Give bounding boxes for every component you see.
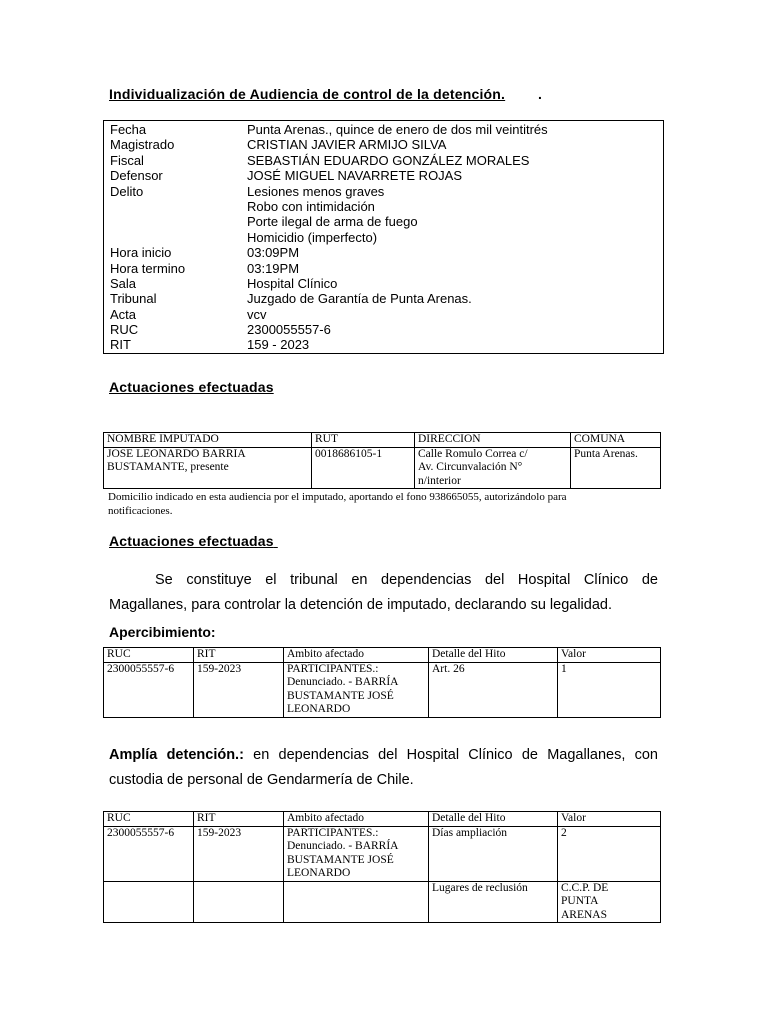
valor-line: ARENAS [561, 908, 608, 921]
field-label: Tribunal [110, 291, 157, 307]
field-label: Defensor [110, 168, 163, 184]
ambito-line: LEONARDO [287, 703, 351, 715]
table-row [104, 662, 661, 717]
actuaciones-heading: Actuaciones efectuadas [109, 379, 274, 395]
paragraph-line-text: Se constituye el tribunal en dependencias del Hospital Clínico de [155, 572, 658, 588]
field-label: Delito [110, 183, 144, 199]
detalle-cell: Días ampliación [429, 826, 558, 881]
document-title: Individualización de Audiencia de control de la detención. [109, 86, 506, 102]
header-cell: DIRECCION [415, 433, 571, 448]
field-value: vcv [247, 306, 267, 322]
field-value: Juzgado de Garantía de Punta Arenas. [247, 291, 472, 307]
field-value: Porte ilegal de arma de fuego [247, 214, 418, 230]
direccion-line: Av. Circunvalación N° [418, 461, 523, 473]
individualizacion-row [104, 291, 663, 306]
actuaciones-heading-2-text: Actuaciones efectuadas [109, 533, 274, 549]
field-value: Homicidio (imperfecto) [247, 229, 378, 245]
direccion-line: n/interior [418, 474, 461, 487]
rit-cell: 159-2023 [194, 826, 284, 881]
ambito-line: Denunciado. - BARRÍA [287, 676, 399, 688]
individualizacion-row [104, 337, 663, 352]
amplia-paragraph [109, 743, 658, 793]
individualizacion-row [104, 230, 663, 245]
field-label [104, 230, 247, 245]
individualizacion-row [104, 137, 663, 152]
field-value: CRISTIAN JAVIER ARMIJO SILVA [247, 137, 447, 153]
ruc-cell: 2300055557-6 [104, 826, 194, 881]
actuaciones-heading-2 [109, 533, 278, 549]
table-row [104, 881, 661, 923]
field-value: 03:09PM [247, 245, 300, 261]
valor-cell [558, 881, 661, 923]
header-cell: COMUNA [571, 433, 661, 448]
paragraph-line [109, 743, 658, 768]
ambito-line: Denunciado. - BARRÍA [287, 840, 399, 852]
table-header-row [104, 433, 661, 448]
table-header-row [104, 648, 661, 663]
field-value: Punta Arenas., quince de enero de dos mil veintitrés [247, 122, 548, 137]
field-label: RUC [110, 322, 139, 338]
ruc-cell: 2300055557-6 [104, 662, 194, 717]
field-value: 2300055557-6 [247, 322, 331, 338]
field-value: 159 - 2023 [247, 337, 310, 353]
domicilio-note-line: Domicilio indicado en esta audiencia por el imputado, aportando el fono 938665055, autorizándolo para [108, 491, 567, 503]
field-label: Fiscal [110, 152, 144, 168]
valor-cell: 1 [558, 662, 661, 717]
ambito-line: BUSTAMANTE JOSÉ [287, 853, 394, 866]
header-cell: RUT [312, 433, 415, 448]
header-cell: RIT [194, 648, 284, 663]
individualizacion-row [104, 245, 663, 260]
field-label: Acta [110, 306, 137, 322]
constitucion-paragraph [109, 568, 658, 618]
valor-cell: 2 [558, 826, 661, 881]
ambito-cell [284, 662, 429, 717]
empty-cell [104, 881, 194, 923]
individualizacion-row [104, 261, 663, 276]
rit-cell: 159-2023 [194, 662, 284, 717]
header-cell: Valor [558, 648, 661, 663]
empty-cell [194, 881, 284, 923]
individualizacion-row [104, 276, 663, 291]
field-label [104, 214, 247, 229]
amplia-text: en dependencias del Hospital Clínico de Magallanes, con [253, 747, 658, 763]
domicilio-note-line: notificaciones. [108, 505, 173, 517]
individualizacion-row [104, 184, 663, 199]
field-value: JOSÉ MIGUEL NAVARRETE ROJAS [247, 168, 463, 184]
header-cell: Ambito afectado [284, 812, 429, 827]
valor-line: C.C.P. DE [561, 881, 609, 894]
field-label: Hora termino [110, 260, 186, 276]
header-cell: RUC [104, 648, 194, 663]
field-value: Lesiones menos graves [247, 183, 385, 199]
paragraph-line [109, 568, 658, 593]
header-cell: Ambito afectado [284, 648, 429, 663]
individualizacion-row [104, 122, 663, 137]
field-label: Hora inicio [110, 245, 172, 261]
header-cell: RUC [104, 812, 194, 827]
imputado-nombre-line: BUSTAMANTE, presente [107, 461, 229, 473]
amplia-label: Amplía detención.: [109, 747, 244, 763]
table-row [104, 447, 661, 489]
ambito-line: LEONARDO [287, 867, 351, 879]
table-row [104, 826, 661, 881]
ambito-line: BUSTAMANTE JOSÉ [287, 689, 394, 702]
detalle-cell: Art. 26 [429, 662, 558, 717]
field-value: Hospital Clínico [247, 275, 338, 291]
individualizacion-row [104, 214, 663, 229]
individualizacion-table [103, 120, 664, 354]
amplia-table [103, 811, 661, 923]
ambito-line: PARTICIPANTES.: [287, 826, 379, 839]
individualizacion-row [104, 307, 663, 322]
header-cell: Detalle del Hito [429, 812, 558, 827]
domicilio-note [108, 490, 668, 518]
imputado-table [103, 432, 661, 489]
imputado-nombre-cell [104, 447, 312, 489]
individualizacion-row [104, 168, 663, 183]
title-trailing-dot: . [538, 86, 542, 102]
field-label: Fecha [110, 122, 147, 137]
field-label [104, 199, 247, 214]
individualizacion-row [104, 199, 663, 214]
ambito-line: PARTICIPANTES.: [287, 662, 379, 675]
field-value: 03:19PM [247, 260, 300, 276]
header-cell: NOMBRE IMPUTADO [104, 433, 312, 448]
imputado-comuna-cell: Punta Arenas. [571, 447, 661, 489]
header-cell: RIT [194, 812, 284, 827]
header-cell: Valor [558, 812, 661, 827]
apercibimiento-table [103, 647, 661, 718]
individualizacion-row [104, 322, 663, 337]
direccion-line: Calle Romulo Correa c/ [418, 447, 528, 460]
valor-line: PUNTA [561, 895, 599, 907]
individualizacion-row [104, 153, 663, 168]
ambito-cell [284, 826, 429, 881]
field-label: Magistrado [110, 137, 175, 153]
apercibimiento-heading: Apercibimiento: [109, 624, 216, 640]
field-label: RIT [110, 337, 131, 353]
field-value: Robo con intimidación [247, 198, 375, 214]
imputado-nombre-line: JOSE LEONARDO BARRIA [107, 447, 246, 460]
paragraph-line: Magallanes, para controlar la detención de imputado, declarando su legalidad. [109, 597, 612, 613]
empty-cell [284, 881, 429, 923]
header-cell: Detalle del Hito [429, 648, 558, 663]
paragraph-line: custodia de personal de Gendarmería de Chile. [109, 772, 414, 788]
imputado-rut-cell: 0018686105-1 [312, 447, 415, 489]
table-header-row [104, 812, 661, 827]
field-label: Sala [110, 275, 137, 291]
detalle-cell: Lugares de reclusión [429, 881, 558, 923]
imputado-direccion-cell [415, 447, 571, 489]
field-value: SEBASTIÁN EDUARDO GONZÁLEZ MORALES [247, 152, 530, 168]
